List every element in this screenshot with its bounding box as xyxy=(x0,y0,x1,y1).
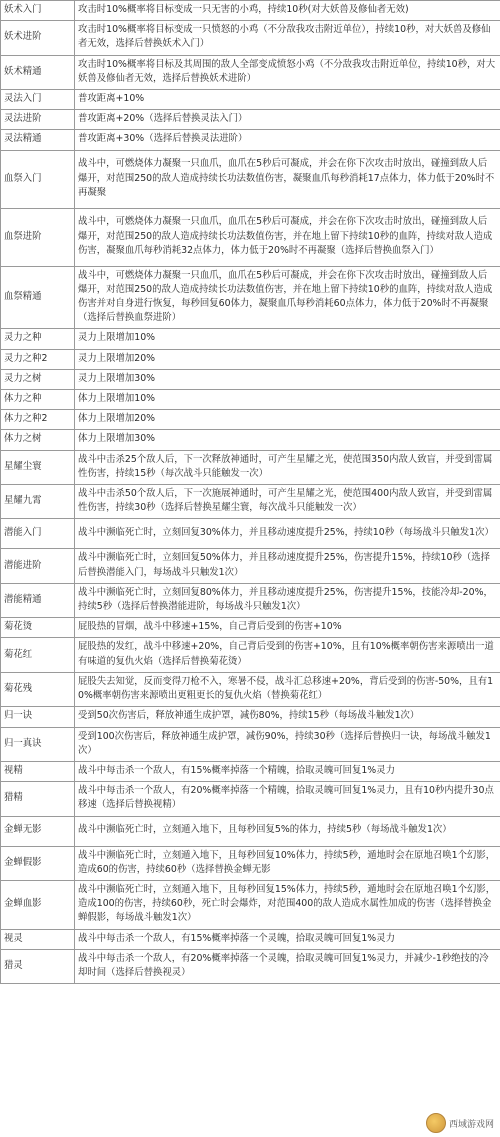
table-row xyxy=(1,816,500,846)
skill-description: 战斗中，可燃烧体力凝聚一只血爪，血爪在5秒后可凝成，并会在你下次攻击时放出，碰撞到敌人后爆开，对范围250的敌人造成持续长功法数值伤害，并在地上留下持续10秒的血阵，持续对敌人造成伤害并对自身进行恢复，每秒回复60体力，凝聚血爪每秒消耗60点体力，体力低于20%时不再凝聚（选择后替换血祭进阶） xyxy=(75,266,500,329)
table-row xyxy=(1,369,500,389)
watermark-text: 西域游戏网 xyxy=(448,1119,494,1130)
skill-name: 菊花残 xyxy=(1,672,75,706)
skill-name: 妖术入门 xyxy=(1,1,75,21)
table-row xyxy=(1,618,500,638)
skill-name: 灵法入门 xyxy=(1,90,75,110)
skill-description: 普攻距离+30%（选择后替换灵法进阶） xyxy=(75,130,500,150)
skill-name: 金蝉无影 xyxy=(1,816,75,846)
table-row xyxy=(1,782,500,816)
table-row xyxy=(1,549,500,583)
skill-description: 灵力上限增加10% xyxy=(75,329,500,349)
table-row xyxy=(1,430,500,450)
skill-name: 视精 xyxy=(1,761,75,781)
skill-name: 潜能精通 xyxy=(1,583,75,617)
table-row xyxy=(1,450,500,484)
skill-name: 猎灵 xyxy=(1,949,75,983)
skill-description: 屁股热的冒烟，战斗中移速+15%，自己背后受到的伤害+10% xyxy=(75,618,500,638)
table-row xyxy=(1,707,500,727)
skill-description: 受到100次伤害后，释放神通生成护罩，减伤90%，持续30秒（选择后替换归一诀，每场战斗触发1次） xyxy=(75,727,500,761)
skill-name: 金蝉假影 xyxy=(1,846,75,880)
table-row xyxy=(1,390,500,410)
skill-name: 体力之树 xyxy=(1,430,75,450)
table-row xyxy=(1,485,500,519)
skill-description: 战斗中击杀50个敌人后，下一次施展神通时，可产生星耀之光，使范围400内敌人致盲，并受到雷属性伤害，持续30秒（选择后替换星耀尘寰，每次战斗只能触发一次） xyxy=(75,485,500,519)
table-row xyxy=(1,55,500,89)
table-row xyxy=(1,208,500,266)
skill-name: 灵法进阶 xyxy=(1,110,75,130)
skill-name: 猎精 xyxy=(1,782,75,816)
skill-description: 战斗中濒临死亡时，立刻遁入地下，且每秒回复10%体力，持续5秒，遁地时会在原地召唤1个幻影，造成60的伤害，持续60秒（选择替换金蝉无影 xyxy=(75,846,500,880)
skill-description: 战斗中濒临死亡时，立刻遁入地下，且每秒回复15%体力，持续5秒，遁地时会在原地召唤1个幻影，造成100的伤害，持续60秒，死亡时会爆炸，对范围400的敌人造成水属性加成的伤害（选择替换金蝉假影，每场战斗触发1次） xyxy=(75,880,500,929)
skill-name: 血祭进阶 xyxy=(1,208,75,266)
skill-description: 战斗中濒临死亡时，立刻回复80%体力，并且移动速度提升25%，伤害提升15%，技能冷却-20%，持续5秒（选择后替换潜能进阶，每场战斗只触发1次） xyxy=(75,583,500,617)
skill-name: 潜能入门 xyxy=(1,519,75,549)
skill-name: 潜能进阶 xyxy=(1,549,75,583)
skill-description: 战斗中击杀25个敌人后，下一次释放神通时，可产生星耀之光，使范围350内敌人致盲，并受到雷属性伤害，持续15秒（每次战斗只能触发一次） xyxy=(75,450,500,484)
table-row xyxy=(1,266,500,329)
skill-description: 战斗中濒临死亡时，立刻回复50%体力，并且移动速度提升25%，伤害提升15%，持续10秒（选择后替换潜能入门，每场战斗只触发1次） xyxy=(75,549,500,583)
skill-name: 星耀九霄 xyxy=(1,485,75,519)
skill-name: 归一诀 xyxy=(1,707,75,727)
skill-description: 战斗中每击杀一个敌人，有20%概率掉落一个灵魄，拾取灵魄可回复1%灵力，并减少-1秒绝技的冷却时间（选择后替换视灵） xyxy=(75,949,500,983)
watermark xyxy=(426,1113,494,1133)
table-row xyxy=(1,846,500,880)
skill-description: 战斗中，可燃烧体力凝聚一只血爪，血爪在5秒后可凝成，并会在你下次攻击时放出，碰撞到敌人后爆开，对范围250的敌人造成持续长功法数值伤害，并在地上留下持续10秒的血阵，持续对敌人造成伤害，凝聚血爪每秒消耗32点体力，体力低于20%时不再凝聚（选择后替换血祭入门） xyxy=(75,208,500,266)
skill-description: 体力上限增加10% xyxy=(75,390,500,410)
skill-description: 体力上限增加30% xyxy=(75,430,500,450)
table-row xyxy=(1,929,500,949)
skill-name: 视灵 xyxy=(1,929,75,949)
coin-logo-icon xyxy=(426,1113,446,1133)
skill-name: 菊花烫 xyxy=(1,618,75,638)
table-row xyxy=(1,410,500,430)
skill-description: 屁股热的发红，战斗中移速+20%，自己背后受到的伤害+10%，且有10%概率朝伤害来源喷出一道有味道的复仇火焰（选择后替换菊花烫） xyxy=(75,638,500,672)
table-row xyxy=(1,110,500,130)
skill-description: 战斗中每击杀一个敌人，有15%概率掉落一个精魄，拾取灵魄可回复1%灵力 xyxy=(75,761,500,781)
skill-name: 灵力之种2 xyxy=(1,349,75,369)
skill-name: 血祭精通 xyxy=(1,266,75,329)
skill-name: 灵法精通 xyxy=(1,130,75,150)
skill-name: 星耀尘寰 xyxy=(1,450,75,484)
skill-description: 屁股失去知觉，反而变得刀枪不入，寒暑不侵，战斗汇总移速+20%，背后受到的伤害-50%，且有10%概率朝伤害来源喷出更粗更长的复仇火焰（替换菊花红） xyxy=(75,672,500,706)
skill-description: 战斗中濒临死亡时，立刻回复30%体力，并且移动速度提升25%，持续10秒（每场战斗只触发1次） xyxy=(75,519,500,549)
skill-description: 攻击时10%概率将目标及其周围的敌人全部变成愤怒小鸡（不分敌我攻击附近单位，持续10秒，对大妖兽及修仙者无效，选择后替换妖术进阶） xyxy=(75,55,500,89)
skills-table-body xyxy=(1,1,500,984)
skill-description: 攻击时10%概率将目标变成一只无害的小鸡，持续10秒(对大妖兽及修仙者无效) xyxy=(75,1,500,21)
table-row xyxy=(1,21,500,55)
table-row xyxy=(1,949,500,983)
skill-description: 战斗中濒临死亡时，立刻遁入地下，且每秒回复5%的体力，持续5秒（每场战斗触发1次） xyxy=(75,816,500,846)
table-row xyxy=(1,130,500,150)
skill-name: 归一真诀 xyxy=(1,727,75,761)
skill-name: 金蝉血影 xyxy=(1,880,75,929)
skill-name: 体力之种 xyxy=(1,390,75,410)
skill-description: 受到50次伤害后，释放神通生成护罩，减伤80%，持续15秒（每场战斗触发1次） xyxy=(75,707,500,727)
skill-description: 普攻距离+10% xyxy=(75,90,500,110)
skill-description: 战斗中，可燃烧体力凝聚一只血爪，血爪在5秒后可凝成，并会在你下次攻击时放出，碰撞到敌人后爆开，对范围250的敌人造成持续长功法数值伤害，凝聚血爪每秒消耗17点体力，体力低于20%时不再凝聚 xyxy=(75,150,500,208)
skill-description: 灵力上限增加20% xyxy=(75,349,500,369)
table-row xyxy=(1,672,500,706)
skill-name: 妖术进阶 xyxy=(1,21,75,55)
skill-description: 体力上限增加20% xyxy=(75,410,500,430)
table-row xyxy=(1,583,500,617)
skill-name: 妖术精通 xyxy=(1,55,75,89)
table-row xyxy=(1,727,500,761)
table-row xyxy=(1,90,500,110)
table-row xyxy=(1,150,500,208)
table-row xyxy=(1,761,500,781)
skill-name: 灵力之种 xyxy=(1,329,75,349)
table-row xyxy=(1,880,500,929)
table-row xyxy=(1,349,500,369)
skill-description: 普攻距离+20%（选择后替换灵法入门） xyxy=(75,110,500,130)
skill-name: 体力之种2 xyxy=(1,410,75,430)
skill-description: 战斗中每击杀一个敌人，有15%概率掉落一个灵魄，拾取灵魄可回复1%灵力 xyxy=(75,929,500,949)
skill-description: 战斗中每击杀一个敌人，有20%概率掉落一个精魄，拾取灵魄可回复1%灵力，且有10秒内提升30点移速（选择后替换视精） xyxy=(75,782,500,816)
table-row xyxy=(1,1,500,21)
table-row xyxy=(1,329,500,349)
skill-description: 攻击时10%概率将目标变成一只愤怒的小鸡（不分敌我攻击附近单位），持续10秒，对大妖兽及修仙者无效，选择后替换妖术入门） xyxy=(75,21,500,55)
skill-description: 灵力上限增加30% xyxy=(75,369,500,389)
skill-name: 菊花红 xyxy=(1,638,75,672)
table-row xyxy=(1,519,500,549)
skill-name: 灵力之树 xyxy=(1,369,75,389)
skill-name: 血祭入门 xyxy=(1,150,75,208)
table-row xyxy=(1,638,500,672)
